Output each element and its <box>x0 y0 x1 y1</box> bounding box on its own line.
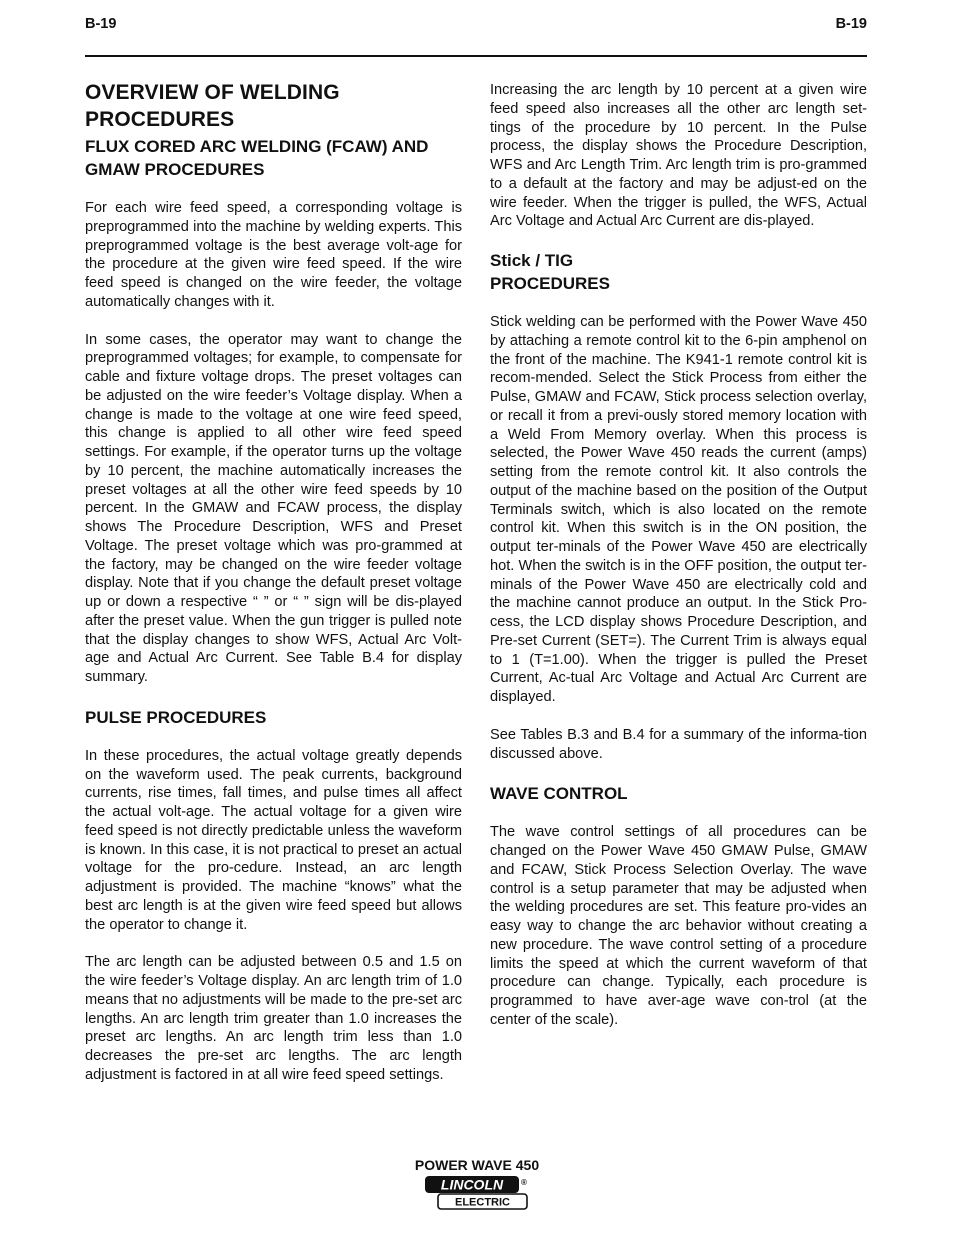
paragraph-see-tables: See Tables B.3 and B.4 for a summary of the informa-tion discussed above. <box>490 726 867 762</box>
header-rule <box>85 55 867 57</box>
section-title: OVERVIEW OF WELDING PROCEDURES <box>85 81 340 131</box>
subsection-title-fcaw-gmaw: FLUX CORED ARC WELDING (FCAW) AND GMAW PROCEDURES <box>85 137 429 179</box>
logo-registered-mark: ® <box>521 1178 527 1187</box>
logo-text-top: LINCOLN <box>440 1176 504 1193</box>
paragraph-arc-length-increase: Increasing the arc length by 10 percent at a given wire feed speed also increases all the other arc length set-tings of the procedure by 10 percent. In the Pulse process, the display shows the Procedure Description, WFS and Arc Length Trim. Arc length trim is pro-grammed to a default at the factory and may be adjust-ed on the wire feeder. When the trigger is pulled, the WFS, Actual Arc Voltage and Actual Arc Current are dis-played. <box>490 82 867 230</box>
paragraph-wave-control: The wave control settings of all procedures can be changed on the Power Wave 450 GMAW Pulse, GMAW and FCAW, Stick Process Selection Overlay. The wave control is a setup parameter that may be adjusted when the welding procedures are set. This feature pro-vides an easy way to change the arc behavior without creating a new procedure. The wave control setting of a procedure limits the speed at which the current waveform of that procedure can change. Typically, each procedure is programmed to have aver-age wave con-trol (at the center of the scale). <box>490 824 867 1028</box>
left-column <box>85 79 462 1085</box>
heading-procedures: PROCEDURES <box>490 274 610 293</box>
lincoln-electric-logo <box>424 1175 530 1211</box>
paragraph-change-voltages: In some cases, the operator may want to change the preprogrammed voltages; for example, to compensate for cable and fixture voltage drops. The preset voltages can be adjusted on the wire feeder’s Voltage display. When a change is made to the voltage at one wire feed speed, this change is applied to all other wire feed speed settings. For example, if the operator turns up the voltage by 10 percent, the machine automatically increases the preset voltages at all the other wire feed speeds by 10 percent. In the GMAW and FCAW process, the display shows The Procedure Description, WFS and Preset Voltage. The preset voltage which was pro-grammed at the factory, may be changed on the wire feeder voltage display. Note that if you change the default preset voltage up or down a respective “ ” or “ ” sign will be dis-played after the preset value. When the gun trigger is pulled note that the display changes to show WFS, Actual Arc Volt-age and Actual Arc Current. See Table B.4 for display summary. <box>85 331 462 685</box>
logo-text-bottom: ELECTRIC <box>455 1196 510 1209</box>
heading-pulse-procedures: PULSE PROCEDURES <box>85 707 267 727</box>
page-number-left: B-19 <box>85 16 117 32</box>
paragraph-arc-length-trim: The arc length can be adjusted between 0.5 and 1.5 on the wire feeder’s Voltage display. An arc length trim of 1.0 means that no adjustments will be made to the pre-set arc lengths. An arc length trim greater than 1.0 increases the preset arc lengths. An arc length trim less than 1.0 decreases the pre-set arc lengths. The arc length adjustment is factored in at all wire feed speed settings. <box>85 954 462 1083</box>
page-number-right: B-19 <box>835 16 867 32</box>
paragraph-preprogrammed-voltage: For each wire feed speed, a corresponding voltage is preprogrammed into the machine by welding experts. This preprogrammed voltage is the best average volt-age for the procedure at the given wire feed speed. If the wire feed speed is changed on the wire feeder, the voltage automatically changes with it. <box>85 200 462 310</box>
heading-stick-tig: Stick / TIG <box>490 251 574 270</box>
right-column <box>490 81 867 1030</box>
paragraph-stick-welding: Stick welding can be performed with the Power Wave 450 by attaching a remote control kit to the 6-pin amphenol on the front of the machine. The K941-1 remote control kit is recom-mended. Select the Stick Process from either the Pulse, GMAW and FCAW, Stick process selection overlay, or recall it from a previ-ously stored memory location with a Weld From Memory overlay. When this process is selected, the Power Wave 450 reads the current (amps) setting from the remote control kit. It also controls the output of the machine based on the position of the Output Terminals switch, which is also located on the remote control kit. When this switch is in the ON position, the output ter-minals of the Power Wave 450 are electrically hot. When the switch is in the OFF position, the output ter-minals of the Power Wave 450 are electrically cold and the machine cannot produce an output. In the Stick Pro-cess, the LCD display shows Procedure Description, and Pre-set Current (SET=). The Current Trim is always equal to 1 (T=1.00). When the trigger is pulled the Preset Current, Ac-tual Arc Voltage and Actual Arc Current are displayed. <box>490 314 867 705</box>
footer-product-name: POWER WAVE 450 <box>414 1157 540 1173</box>
paragraph-pulse-voltage: In these procedures, the actual voltage greatly depends on the waveform used. The peak currents, background currents, rise times, fall times, and pulse times all affect the actual volt-age. The actual voltage for a given wire feed speed is not directly predictable unless the waveform is known. In this case, it is not practical to preset an actual voltage for the pro-cedure. Instead, an arc length adjustment is provided. The machine “knows” what the best arc length is at the given wire feed speed but allows the operator to change it. <box>85 747 462 933</box>
heading-wave-control: WAVE CONTROL <box>490 784 628 804</box>
